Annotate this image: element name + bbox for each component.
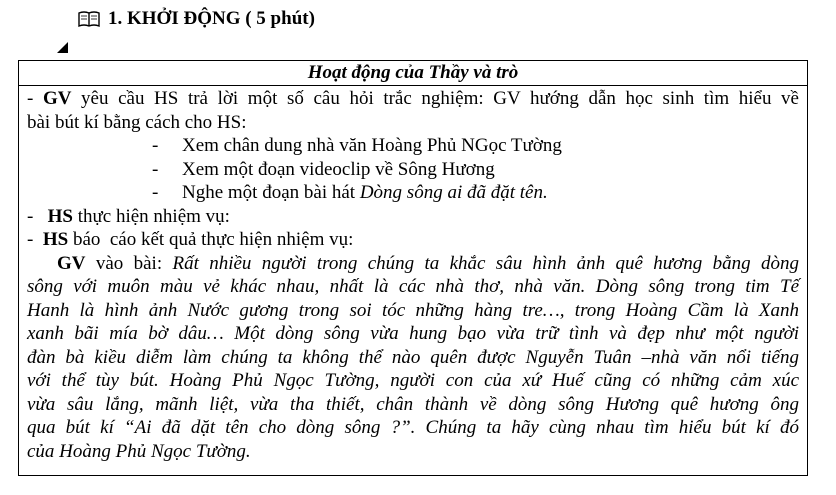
sub-item-dash: - bbox=[152, 135, 159, 156]
activity-table bbox=[18, 60, 808, 476]
item-2-text: thực hiện nhiệm vụ: bbox=[72, 205, 230, 227]
song-title: Dòng sông ai đã đặt tên. bbox=[359, 182, 548, 203]
section-title: 1. KHỞI ĐỘNG ( 5 phút) bbox=[108, 8, 315, 29]
intro-line: qua bút kí “Ai đã dặt tên cho dòng sông ?”. Chúng ta hãy cùng nhau tìm hiểu bút kí đó bbox=[27, 417, 799, 438]
intro-line: đàn bà kiều diễm làm chúng ta không thể nào quên được Nguyễn Tuân –nhà văn nổi tiếng bbox=[27, 346, 799, 368]
section-heading bbox=[78, 8, 315, 30]
item-2 bbox=[27, 205, 799, 229]
table-body bbox=[19, 86, 807, 463]
intro-line: của Hoàng Phủ Ngọc Tường. bbox=[27, 440, 251, 462]
item-2-actor: HS bbox=[47, 205, 73, 227]
intro-line: vừa sâu lắng, mãnh liệt, vừa tha thiết, chân thành về dòng sông Hương quê hương ông bbox=[27, 393, 799, 415]
sub-item-dash: - bbox=[152, 182, 159, 203]
intro-line: với thể tùy bút. Hoàng Phủ Ngọc Tường, người con của xứ Huế cũng có những cảm xúc bbox=[27, 370, 799, 391]
item-3-text: báo cáo kết quả thực hiện nhiệm vụ: bbox=[68, 229, 354, 250]
sub-item-1 bbox=[27, 134, 799, 158]
item-1-text-1: yêu cầu HS trả lời một số câu hỏi trắc nghiệm: GV hướng dẫn học sinh tìm hiểu về bbox=[71, 88, 799, 109]
item-1-actor: GV bbox=[42, 88, 72, 109]
table-header: Hoạt động của Thầy và trò bbox=[19, 61, 807, 86]
item-1-line-1 bbox=[27, 87, 799, 111]
sub-item-text: Nghe một đoạn bài hát bbox=[182, 182, 360, 203]
item-3-actor: HS bbox=[42, 229, 69, 250]
intro-line bbox=[27, 252, 799, 276]
sub-item-dash: - bbox=[152, 158, 159, 180]
intro-paragraph bbox=[27, 252, 799, 464]
intro-lead: vào bài: bbox=[85, 252, 173, 274]
item-3-dash: - bbox=[27, 229, 43, 250]
open-book-icon bbox=[78, 10, 100, 28]
sub-item-text: Xem một đoạn videoclip về Sông Hương bbox=[182, 158, 495, 180]
sub-item-text: Xem chân dung nhà văn Hoàng Phủ NGọc Tường bbox=[182, 135, 562, 156]
item-1-dash: - bbox=[27, 88, 43, 109]
intro-actor: GV bbox=[57, 252, 86, 274]
item-2-dash: - bbox=[27, 205, 48, 227]
intro-line: xanh bãi mía bờ dâu… Một dòng sông vừa hung bạo vừa trữ tình và đẹp như một người bbox=[27, 323, 799, 344]
corner-marker bbox=[57, 42, 68, 53]
item-1-line-2: bài bút kí bằng cách cho HS: bbox=[27, 111, 247, 133]
intro-line: Hanh là hình ảnh Nước gương trong soi tóc những hàng tre…, trong Hoàng Cầm là Xanh bbox=[27, 299, 799, 321]
item-3 bbox=[27, 228, 799, 252]
sub-item-3 bbox=[27, 181, 799, 205]
sub-item-2 bbox=[27, 158, 799, 182]
intro-text: Rất nhiều người trong chúng ta khắc sâu hình ảnh quê hương bằng dòng bbox=[172, 252, 799, 274]
intro-line: sông với muôn màu vẻ khác nhau, nhất là các nhà thơ, nhà văn. Dòng sông trong tim Tế bbox=[27, 276, 799, 297]
